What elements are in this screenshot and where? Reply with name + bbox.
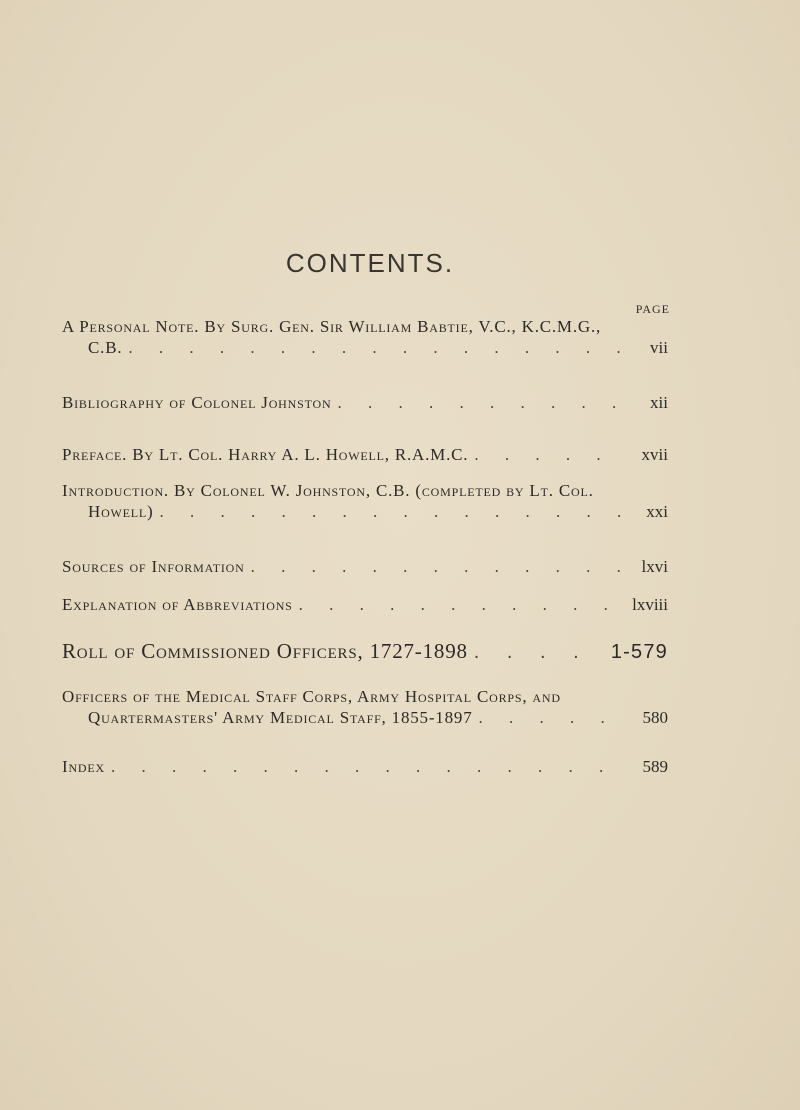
toc-entry-medical-staff-corps[interactable] xyxy=(62,686,668,728)
dot-leader xyxy=(337,392,628,413)
toc-entry-page: 589 xyxy=(642,757,668,776)
toc-entry-page: lxviii xyxy=(632,595,668,614)
toc-entry-label-continued: Howell) xyxy=(88,502,154,521)
toc-entry-introduction[interactable] xyxy=(62,480,668,522)
toc-entry-personal-note[interactable] xyxy=(62,316,668,358)
toc-entry-label: Officers of the Medical Staff Corps, Army Hospital Corps, and xyxy=(62,687,561,706)
dot-leader xyxy=(160,501,628,522)
dot-leader xyxy=(299,594,626,615)
dot-leader xyxy=(251,556,628,577)
toc-entry-label: Preface. By Lt. Col. Harry A. L. Howell, R.A.M.C. xyxy=(62,445,469,464)
page-column-header: PAGE xyxy=(635,302,670,316)
toc-entry-index[interactable] xyxy=(62,756,668,777)
dot-leader xyxy=(474,642,605,663)
dot-leader xyxy=(111,756,628,777)
toc-entry-label-continued: C.B. xyxy=(88,338,123,357)
toc-entry-page: vii xyxy=(650,338,668,357)
dot-leader xyxy=(128,337,628,358)
toc-entry-page: xvii xyxy=(641,445,668,464)
dot-leader xyxy=(479,707,628,728)
toc-entry-label: Explanation of Abbreviations xyxy=(62,595,293,614)
toc-entry-label: Sources of Information xyxy=(62,557,245,576)
toc-entry-page: 1-579 xyxy=(610,641,668,663)
toc-entry-label: A Personal Note. By Surg. Gen. Sir William Babtie, V.C., K.C.M.G., xyxy=(62,317,602,336)
toc-entry-label: Bibliography of Colonel Johnston xyxy=(62,393,332,412)
toc-entry-page: xxi xyxy=(646,502,668,521)
toc-entry-label-continued: Quartermasters' Army Medical Staff, 1855-1897 xyxy=(88,708,473,727)
toc-entry-sources[interactable] xyxy=(62,556,668,577)
page-title: CONTENTS. xyxy=(285,248,455,278)
dot-leader xyxy=(474,444,628,465)
toc-entry-label: Index xyxy=(62,757,105,776)
toc-entry-page: 580 xyxy=(642,708,668,727)
toc-entry-bibliography[interactable] xyxy=(62,392,668,413)
toc-entry-page: lxvi xyxy=(641,557,668,576)
toc-entry-label: Roll of Commissioned Officers, 1727-1898 xyxy=(62,639,468,663)
toc-entry-label: Introduction. By Colonel W. Johnston, C.B. (completed by Lt. Col. xyxy=(62,481,594,500)
toc-entry-abbreviations[interactable] xyxy=(62,594,668,615)
toc-entry-page: xii xyxy=(650,393,668,412)
toc-entry-preface[interactable] xyxy=(62,444,668,465)
toc-entry-roll-of-officers[interactable] xyxy=(62,641,668,663)
